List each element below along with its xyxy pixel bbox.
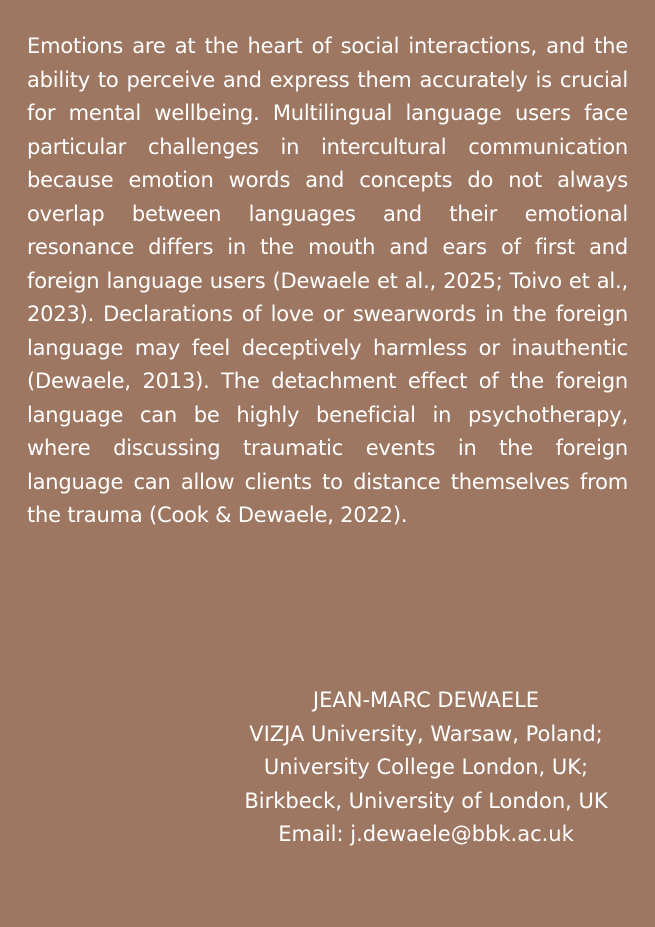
author-affiliation-vizja: VIZJA University, Warsaw, Poland; <box>249 721 603 746</box>
author-affiliation-birkbeck: Birkbeck, University of London, UK <box>244 788 608 813</box>
author-name: JEAN-MARC DEWAELE <box>312 688 540 712</box>
author-email: Email: j.dewaele@bbk.ac.uk <box>278 822 574 846</box>
body-paragraph: Emotions are at the heart of social interactions, and the ability to perceive and express them accurately is crucial for mental wellbeing. Multilingual language users face particular challenges in intercultural communication because emotion words and concepts do not always overlap between languages and their emotional resonance differs in the mouth and ears of first and foreign language users (Dewaele et al., 2025; Toivo et al., 2023). Declarations of love or swearwords in the foreign language may feel deceptively harmless or inauthentic (Dewaele, 2013). The detachment effect of the foreign language can be highly beneficial in psychotherapy, where discussing traumatic events in the foreign language can allow clients to distance themselves from the trauma (Cook & Dewaele, 2022). <box>27 34 628 527</box>
author-block <box>210 684 642 852</box>
author-affiliation-ucl: University College London, UK; <box>263 755 589 779</box>
